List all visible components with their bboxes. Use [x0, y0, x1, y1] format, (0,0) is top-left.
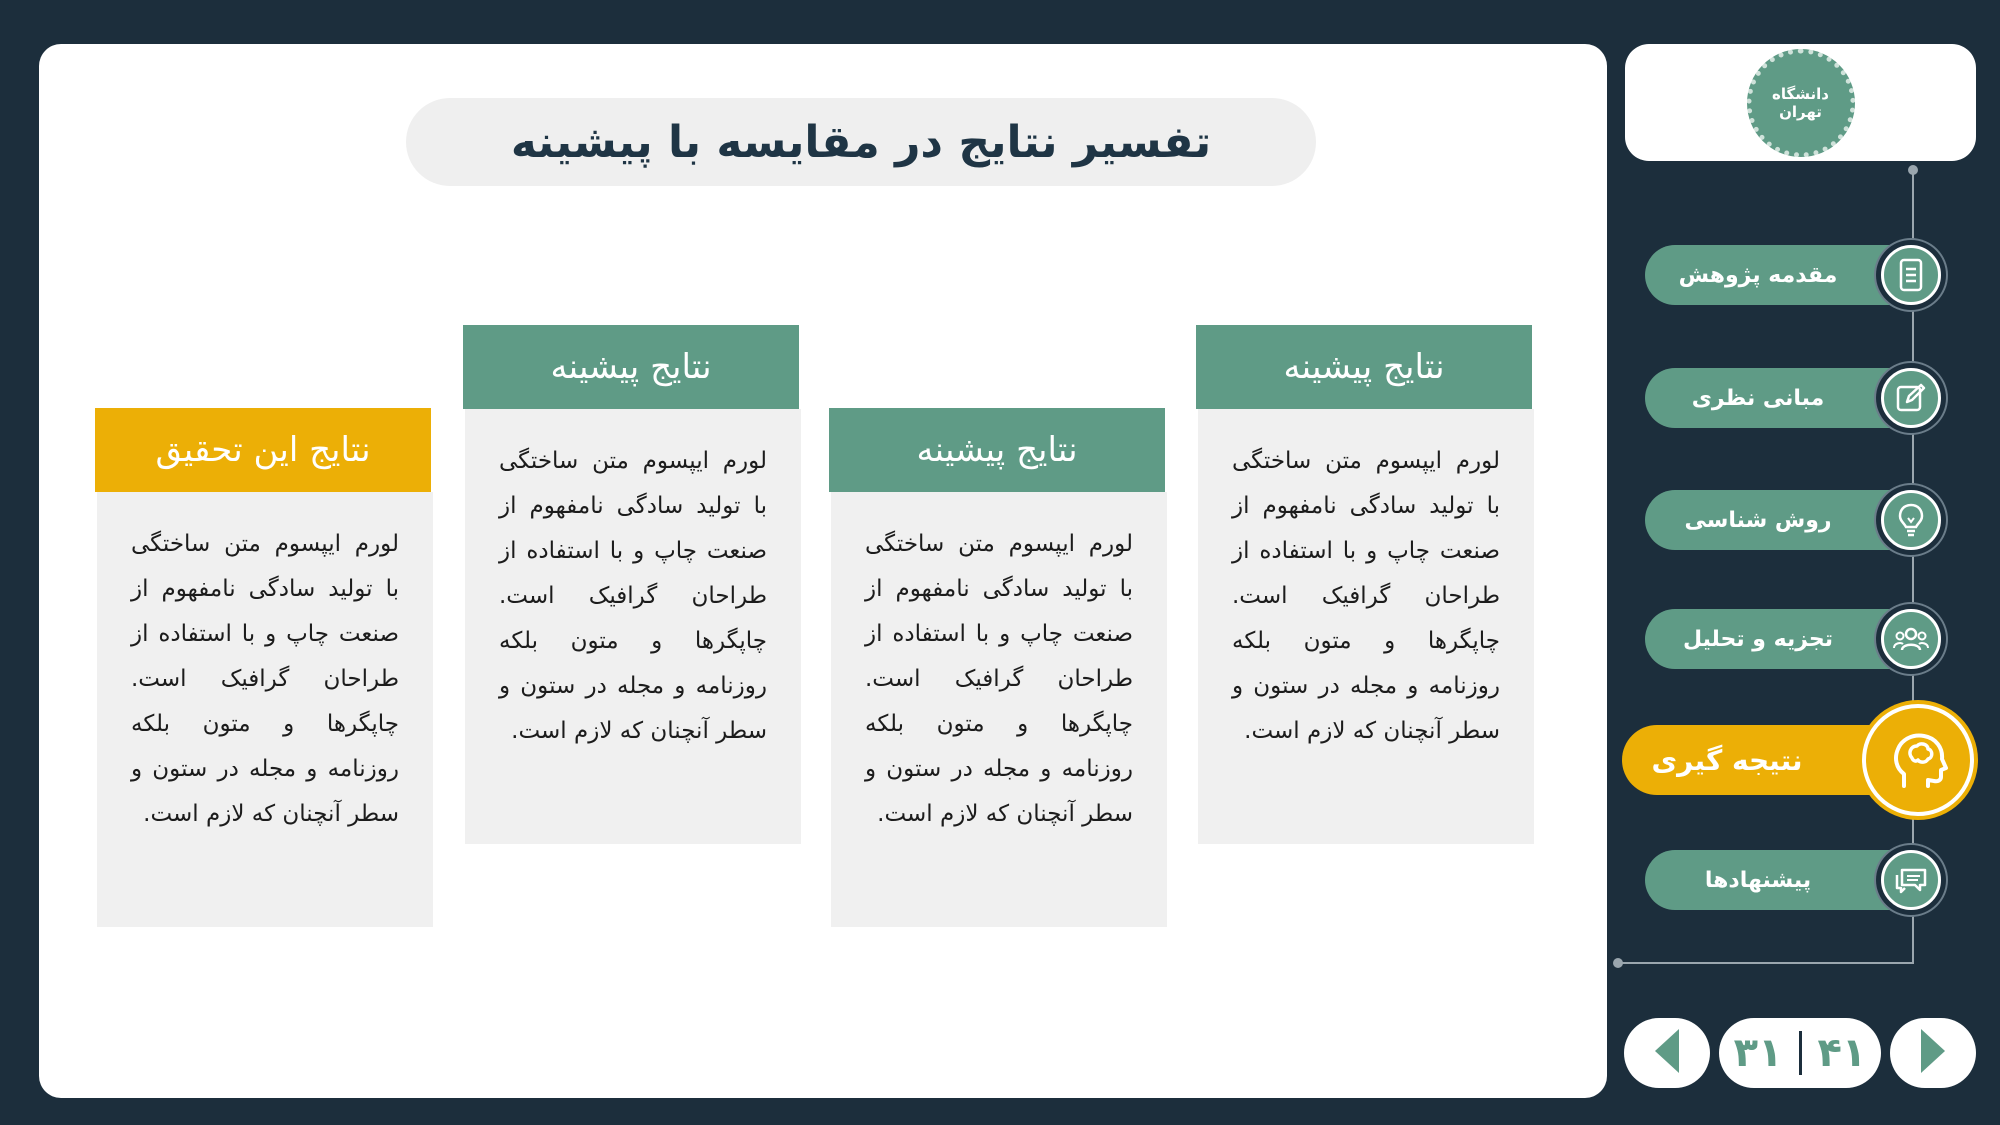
- card-body: [97, 492, 433, 927]
- logo-text: دانشگاه تهران: [1772, 84, 1829, 121]
- arrow-right-icon: [1918, 1027, 1948, 1079]
- nav-item-theory[interactable]: [1645, 368, 1941, 428]
- nav-item-suggestions[interactable]: [1645, 850, 1941, 910]
- card-text: لورم ایپسوم متن ساختگی با تولید سادگی نامفهوم از صنعت چاپ و با استفاده از طراحان گرافیک است. چاپگرها و متون بلکه روزنامه و مجله در ستون و سطر آنچنان که لازم است.: [131, 531, 399, 827]
- page-title: تفسیر نتایج در مقایسه با پیشینه: [510, 116, 1212, 168]
- card-prior-results-3: [463, 325, 799, 844]
- card-body: [1198, 409, 1534, 844]
- nav-item-label: پیشنهادها: [1704, 867, 1812, 893]
- nav-rail-bottom: [1618, 962, 1914, 964]
- nav-item-methodology[interactable]: [1645, 490, 1941, 550]
- card-heading: نتایج پیشینه: [829, 408, 1165, 492]
- card-heading: نتایج پیشینه: [1196, 325, 1532, 409]
- slide-panel: [39, 44, 1607, 1098]
- university-logo: [1747, 49, 1855, 157]
- next-page-button[interactable]: [1890, 1018, 1976, 1088]
- page-counter: [1719, 1018, 1881, 1088]
- arrow-left-icon: [1652, 1027, 1682, 1079]
- head-brain-icon[interactable]: [1862, 704, 1974, 816]
- card-text: لورم ایپسوم متن ساختگی با تولید سادگی نامفهوم از صنعت چاپ و با استفاده از طراحان گرافیک است. چاپگرها و متون بلکه روزنامه و مجله در ستون و سطر آنچنان که لازم است.: [865, 531, 1133, 827]
- total-pages: ۴۱: [1817, 1030, 1867, 1076]
- nav-item-label: روش شناسی: [1684, 507, 1832, 533]
- card-this-research-results: [95, 408, 431, 927]
- card-prior-results-1: [1196, 325, 1532, 844]
- nav-item-label: مقدمه پژوهش: [1678, 262, 1838, 288]
- card-text: لورم ایپسوم متن ساختگی با تولید سادگی نامفهوم از صنعت چاپ و با استفاده از طراحان گرافیک است. چاپگرها و متون بلکه روزنامه و مجله در ستون و سطر آنچنان که لازم است.: [1232, 448, 1500, 744]
- nav-item-introduction[interactable]: [1645, 245, 1941, 305]
- page-separator: [1799, 1031, 1802, 1075]
- nav-item-label: تجزیه و تحلیل: [1682, 626, 1834, 652]
- current-page: ۳۱: [1733, 1030, 1783, 1076]
- title-pill: [406, 98, 1316, 186]
- lightbulb-icon: [1881, 490, 1941, 550]
- users-icon: [1881, 609, 1941, 669]
- document-icon: [1881, 245, 1941, 305]
- chat-icon: [1881, 850, 1941, 910]
- card-heading: نتایج این تحقیق: [95, 408, 431, 492]
- card-prior-results-2: [829, 408, 1165, 927]
- nav-item-label: مبانی نظری: [1691, 385, 1825, 411]
- card-body: [831, 492, 1167, 927]
- nav-item-label: نتیجه گیری: [1651, 743, 1803, 777]
- card-body: [465, 409, 801, 844]
- card-heading: نتایج پیشینه: [463, 325, 799, 409]
- nav-item-analysis[interactable]: [1645, 609, 1941, 669]
- logo-box: [1625, 44, 1976, 161]
- card-text: لورم ایپسوم متن ساختگی با تولید سادگی نامفهوم از صنعت چاپ و با استفاده از طراحان گرافیک است. چاپگرها و متون بلکه روزنامه و مجله در ستون و سطر آنچنان که لازم است.: [499, 448, 767, 744]
- prev-page-button[interactable]: [1624, 1018, 1710, 1088]
- rail-dot-bottom: [1613, 958, 1623, 968]
- edit-icon: [1881, 368, 1941, 428]
